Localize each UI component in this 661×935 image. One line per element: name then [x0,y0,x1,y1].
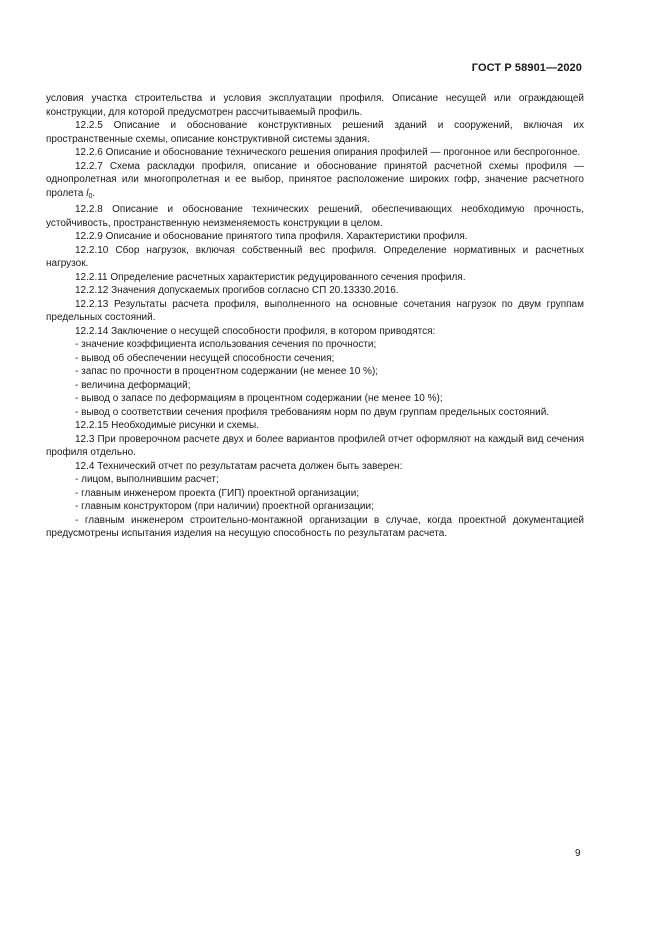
list-item: - вывод об обеспечении несущей способности сечения; [75,352,335,364]
paragraph-12-2-12: 12.2.12 Значения допускаемых прогибов согласно СП 20.13330.2016. [75,285,399,296]
paragraph-12-2-15: 12.2.15 Необходимые рисунки и схемы. [75,420,259,431]
document-header: ГОСТ Р 58901—2020 [471,62,582,74]
list-item: - величина деформаций; [75,379,191,391]
paragraph-12-2-6: 12.2.6 Описание и обоснование технического решения опирания профилей — прогонное или беспрогонное. [75,147,581,158]
paragraph-12-2-7 [46,160,584,204]
list-item: - вывод о запасе по деформациям в процентном содержании (не менее 10 %); [75,393,443,404]
paragraph-12-2-7-text: 12.2.7 Схема раскладки профиля, описание и обоснование принятой расчетной схемы профиля — однопролетная или многопролетная и ее выбор, принятое расположение широких гофр, значение расчетного пролета [46,160,584,199]
paragraph-12-2-10: 12.2.10 Сбор нагрузок, включая собственный вес профиля. Определение нормативных и расчетных нагрузок. [46,244,584,269]
paragraph-12-2-14: 12.2.14 Заключение о несущей способности профиля, в котором приводятся: [75,325,436,337]
paragraph-12-3: 12.3 При проверочном расчете двух и более вариантов профилей отчет оформляют на каждый вид сечения профиля отдельно. [46,433,584,458]
paragraph-12-2-5: 12.2.5 Описание и обоснование конструктивных решений зданий и сооружений, включая их пространственные схемы, описание конструктивной системы здания. [46,120,584,145]
list-item: - запас по прочности в процентном содержании (не менее 10 %); [75,366,379,377]
list-item: - вывод о соответствии сечения профиля требованиям норм по двум группам предельных состояний. [75,406,550,418]
list-item: - главным конструктором (при наличии) проектной организации; [75,501,374,512]
span-variable-subscript: 0 [88,192,93,200]
page-number: 9 [575,848,581,859]
span-variable: l [86,187,89,199]
paragraph-12-4: 12.4 Технический отчет по результатам расчета должен быть заверен: [75,460,403,472]
document-body [46,92,584,541]
list-item: - главным инженером проекта (ГИП) проектной организации; [75,487,360,499]
list-item: - главным инженером строительно-монтажной организации в случае, когда проектной документацией предусмотрены испытания изделия на несущую способность по результатам расчета. [46,514,584,539]
paragraph-continuation: условия участка строительства и условия эксплуатации профиля. Описание несущей или ограждающей конструкции, для которой предусмотрен рассчитываемый профиль. [46,93,584,118]
list-item: - лицом, выполнившим расчет; [75,474,219,485]
paragraph-12-2-13: 12.2.13 Результаты расчета профиля, выполненного на основные сочетания нагрузок по двум группам предельных состояний. [46,298,584,323]
paragraph-12-2-11: 12.2.11 Определение расчетных характеристик редуцированного сечения профиля. [75,271,466,283]
paragraph-12-2-7-end: . [92,187,96,199]
paragraph-12-2-8: 12.2.8 Описание и обоснование технических решений, обеспечивающих необходимую прочность, устойчивость, пространственную неизменяемость конструкции в целом. [46,204,584,229]
list-item: - значение коэффициента использования сечения по прочности; [75,339,377,350]
paragraph-12-2-9: 12.2.9 Описание и обоснование принятого типа профиля. Характеристики профиля. [75,231,468,242]
